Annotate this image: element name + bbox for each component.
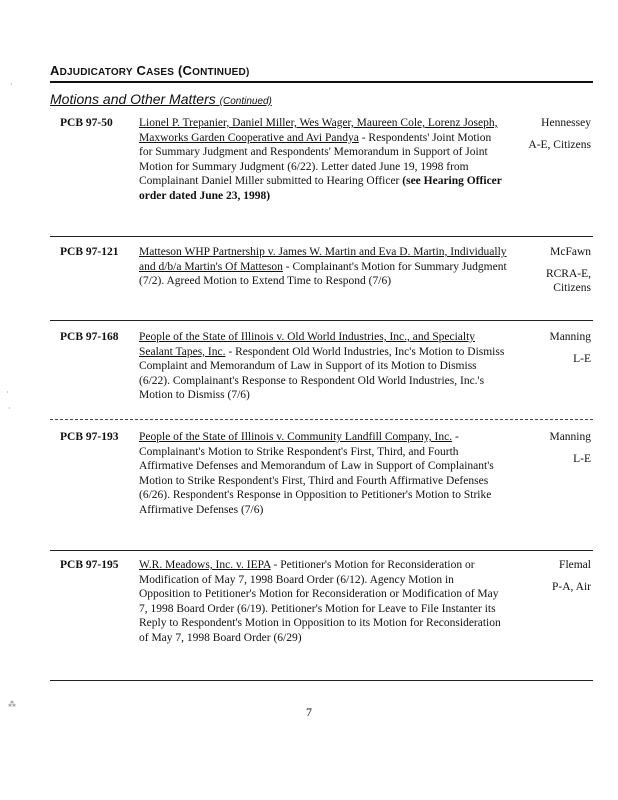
case-description: People of the State of Illinois v. Old World Industries, Inc., and Specialty Sealant Tapes, Inc. - Respondent Old World Industries, Inc's Motion to Dismiss Complaint and Memorandum of Law in Support of its Motion to Dismiss (6/22). Complainant's Response to Respondent Old World Industries, Inc.'s Motion to Dismiss (7/6)	[139, 331, 505, 402]
scan-speck: ⁂	[8, 700, 16, 709]
case-assignment	[521, 430, 591, 466]
case-assignment	[521, 330, 591, 366]
subsection-title: Motions and Other Matters (Continued)	[50, 91, 272, 107]
case-type: L-E	[573, 352, 591, 365]
case-type: L-E	[573, 452, 591, 465]
case-number: PCB 97-168	[60, 331, 119, 343]
case-divider	[50, 419, 593, 420]
case-description: Matteson WHP Partnership v. James W. Martin and Eva D. Martin, Individually and d/b/a Martin's Of Matteson - Complainant's Motion for Summary Judgment (7/2). Agreed Motion to Extend Time to Respond (7/6)	[139, 246, 507, 288]
board-member: Manning	[549, 431, 591, 443]
case-title: People of the State of Illinois v. Old World Industries, Inc., and Specialty Sealant Tapes, Inc.	[139, 331, 476, 358]
case-assignment	[521, 245, 591, 296]
case-title: People of the State of Illinois v. Community Landfill Company, Inc.	[139, 431, 453, 443]
scan-speck: ·	[10, 80, 13, 89]
case-number: PCB 97-195	[60, 559, 119, 571]
header-rule	[50, 81, 593, 83]
section-title: ADJUDICATORY CASES (CONTINUED)	[50, 63, 250, 78]
case-divider	[50, 236, 593, 237]
case-description: Lionel P. Trepanier, Daniel Miller, Wes Wager, Maureen Cole, Lorenz Joseph, Maxworks Garden Cooperative and Avi Pandya - Respondents' Joint Motion for Summary Judgment and Respondents' Memorandum in Support of Joint Motion for Summary Judgment (6/22). Letter dated June 19, 1998 from Complainant Daniel Miller submitted to Hearing Officer (see Hearing Officer order dated June 23, 1998)	[139, 117, 502, 202]
case-assignment	[521, 116, 591, 152]
page-number: 7	[306, 705, 312, 719]
case-divider	[50, 320, 593, 321]
scan-speck: ·	[6, 388, 9, 397]
case-divider	[50, 680, 593, 681]
scan-speck: ·	[8, 404, 11, 413]
board-member: Hennessey	[541, 117, 591, 129]
case-description: People of the State of Illinois v. Community Landfill Company, Inc. - Complainant's Motion to Strike Respondent's First, Third, and Fourth Affirmative Defenses and Memorandum of Law in Support of Complainant's Motion to Strike Respondent's First, Third and Fourth Affirmative Defenses (6/26). Respondent's Response in Opposition to Petitioner's Motion to Strike Affirmative Defenses (7/6)	[139, 431, 494, 516]
case-number: PCB 97-121	[60, 246, 119, 258]
board-member: Manning	[549, 331, 591, 343]
case-title: Matteson WHP Partnership v. James W. Martin and Eva D. Martin, Individually and d/b/a Martin's Of Matteson	[139, 246, 507, 273]
case-type: A-E, Citizens	[528, 138, 591, 151]
case-title: Lionel P. Trepanier, Daniel Miller, Wes Wager, Maureen Cole, Lorenz Joseph, Maxworks Garden Cooperative and Avi Pandya	[139, 117, 498, 144]
case-number: PCB 97-193	[60, 431, 119, 443]
case-number: PCB 97-50	[60, 117, 113, 129]
case-assignment	[521, 558, 591, 594]
case-type: P-A, Air	[552, 580, 591, 593]
case-divider	[50, 550, 593, 551]
case-title: W.R. Meadows, Inc. v. IEPA	[139, 559, 271, 571]
case-type: RCRA-E, Citizens	[545, 267, 591, 295]
board-member: Flemal	[559, 559, 591, 571]
board-member: McFawn	[550, 246, 591, 258]
case-description: W.R. Meadows, Inc. v. IEPA - Petitioner's Motion for Reconsideration or Modification of May 7, 1998 Board Order (6/12). Agency Motion in Opposition to Petitioner's Motion for Reconsideration or Modification of May 7, 1998 Board Order (6/19). Petitioner's Motion for Leave to File Instanter its Reply to Respondent's Motion in Opposition to its Motion for Reconsideration of May 7, 1998 Board Order (6/29)	[139, 559, 501, 644]
